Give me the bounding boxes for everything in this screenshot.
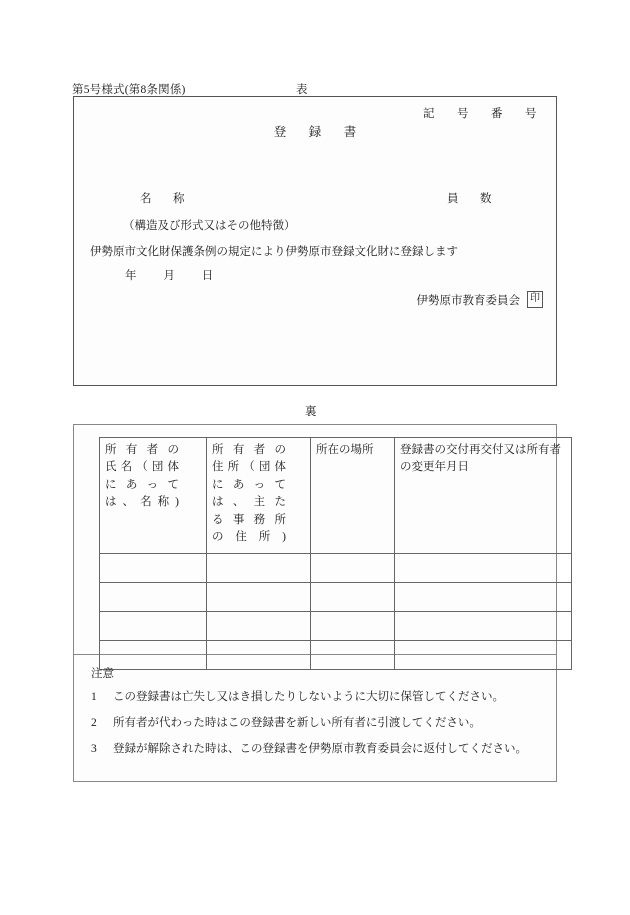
header-line: 氏名（団体: [105, 461, 179, 474]
notes-title: 注意: [91, 668, 114, 680]
header-line: は、主た: [212, 496, 286, 509]
header-line: 所有者の: [212, 444, 286, 456]
cell-owner-address[interactable]: [207, 612, 311, 641]
owner-address-header-text: [212, 442, 286, 547]
cell-location[interactable]: [311, 554, 395, 583]
certificate-back-box: [73, 424, 561, 782]
column-header-issue-change-date: [395, 438, 572, 554]
registration-statement: 伊勢原市文化財保護条例の規定により伊勢原市登録文化財に登録します: [90, 246, 458, 258]
note-item: [91, 742, 542, 757]
note-text: この登録書は亡失し又はき損したりしないように大切に保管してください。: [113, 691, 504, 703]
header-line: の住所): [212, 531, 286, 544]
quantity-field-label: 員 数: [447, 193, 497, 205]
owner-name-header-text: [105, 442, 179, 512]
issue-change-date-header-text: 登録書の交付再交付又は所有者の変更年月日: [400, 444, 561, 474]
cell-issue-change-date[interactable]: [395, 583, 572, 612]
back-side-label: 裏: [305, 406, 317, 418]
seal-stamp-box: 印: [527, 291, 543, 308]
location-header-text: 所在の場所: [316, 444, 374, 456]
note-number: 3: [91, 742, 97, 755]
certificate-title: 登 録 書: [273, 125, 362, 139]
reference-number-fields: 記 号 番 号: [423, 108, 542, 120]
note-text: 登録が解除された時は、この登録書を伊勢原市教育委員会に返付してください。: [113, 742, 527, 755]
table-row[interactable]: [100, 554, 572, 583]
cell-owner-name[interactable]: [100, 612, 207, 641]
table-header-row: [100, 438, 572, 554]
cell-issue-change-date[interactable]: [395, 554, 572, 583]
date-day-label: 日: [201, 270, 215, 282]
date-field-row: [125, 267, 214, 283]
name-field-label: 名 称: [140, 193, 190, 205]
table-row[interactable]: [100, 583, 572, 612]
note-number: 2: [91, 716, 97, 729]
header-line: る事務所: [212, 513, 286, 526]
cell-issue-change-date[interactable]: [395, 612, 572, 641]
owner-record-table: [99, 437, 572, 670]
table-row[interactable]: [100, 612, 572, 641]
cell-owner-address[interactable]: [207, 583, 311, 612]
cell-owner-name[interactable]: [100, 554, 207, 583]
notes-section: [91, 665, 542, 768]
cell-owner-name[interactable]: [100, 583, 207, 612]
structure-note-label: （構造及び形式又はその他特徴）: [123, 220, 296, 232]
header-line: 住所（団体: [212, 461, 286, 474]
note-number: 1: [91, 691, 97, 703]
column-header-owner-name: [100, 438, 207, 554]
issuer-line: [417, 291, 544, 308]
issuer-name: 伊勢原市教育委員会: [416, 294, 520, 307]
cell-owner-address[interactable]: [207, 554, 311, 583]
note-item: [91, 690, 542, 705]
date-month-label: 月: [163, 270, 176, 282]
header-line: は、名称): [105, 496, 179, 509]
header-line: にあって: [212, 478, 286, 491]
certificate-front-box: [73, 96, 557, 386]
front-side-label: 表: [296, 84, 308, 96]
date-year-label: 年: [125, 270, 138, 282]
column-header-owner-address: [207, 438, 311, 554]
cell-location[interactable]: [311, 583, 395, 612]
cell-location[interactable]: [311, 612, 395, 641]
column-header-location: [311, 438, 395, 554]
form-code-label: 第5号様式(第8条関係): [72, 84, 186, 96]
note-text: 所有者が代わった時はこの登録書を新しい所有者に引渡してください。: [113, 716, 481, 729]
header-line: 所有者の: [105, 444, 179, 456]
header-line: にあって: [105, 478, 179, 491]
note-item: [91, 716, 542, 731]
